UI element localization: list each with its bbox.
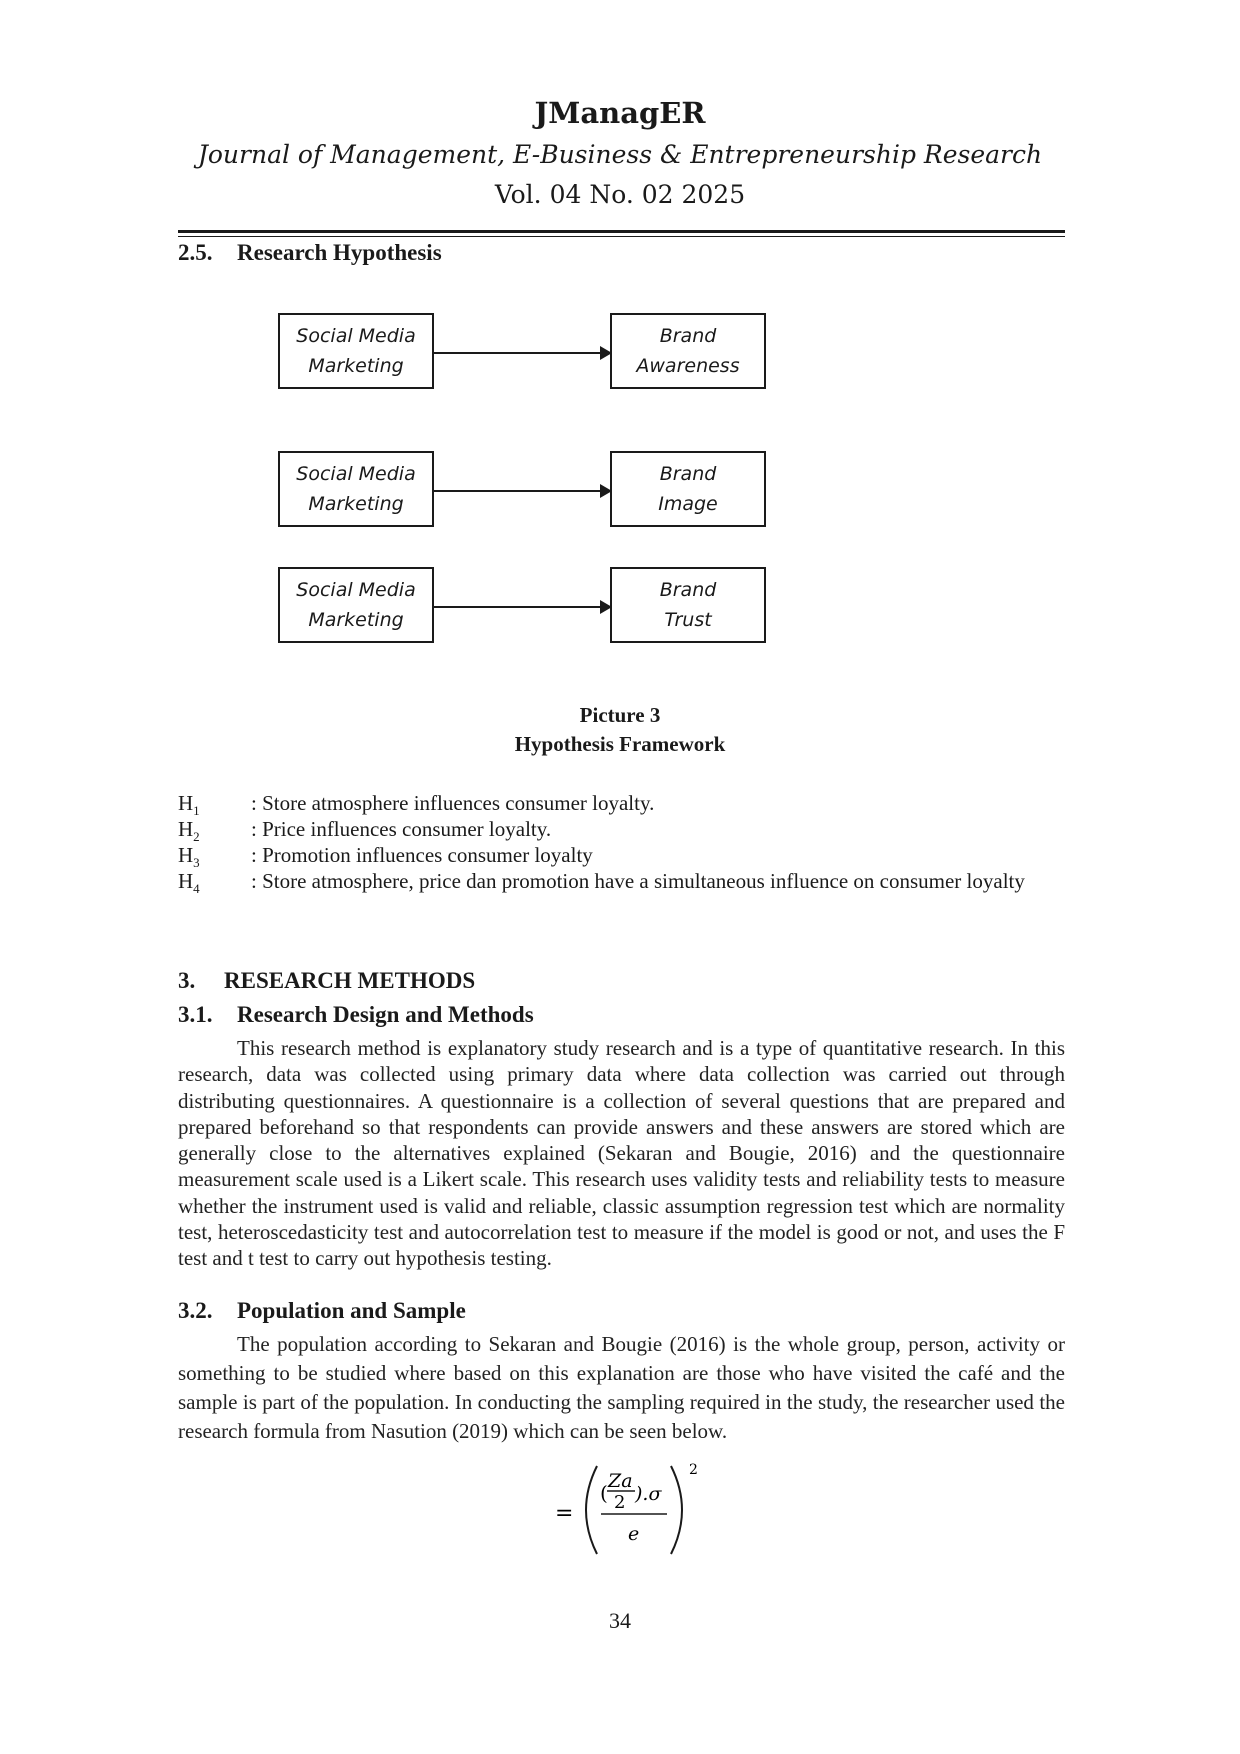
arrow-3 (434, 606, 610, 608)
hypothesis-text: : Store atmosphere influences consumer loyalty. (251, 791, 655, 815)
formula-sigma: ).σ (635, 1483, 662, 1505)
formula-equals: = (555, 1501, 574, 1526)
section-3-2-paragraph: The population according to Sekaran and Bougie (2016) is the whole group, person, activity or something to be studied where based on this explanation are those who have visited the café and the sample is part of the population. In conducting the sampling required in the study, the researcher used the research formula from Nasution (2019) which can be seen below. (178, 1332, 1065, 1443)
box-brand-image (610, 451, 766, 527)
journal-name: JManagER (534, 96, 706, 130)
box-label: Social Media (296, 579, 416, 601)
box-label: Brand (659, 463, 717, 485)
formula-e: e (628, 1523, 640, 1545)
formula-exponent: 2 (689, 1462, 698, 1478)
box-label: Brand (659, 325, 717, 347)
section-title: RESEARCH METHODS (224, 968, 476, 993)
box-label: Marketing (308, 609, 404, 631)
page-number: 34 (609, 1608, 631, 1633)
box-label: Social Media (296, 463, 416, 485)
arrow-1 (434, 352, 610, 354)
hypothesis-code: $H_3$ (178, 843, 200, 871)
hypothesis-1 (178, 790, 1065, 819)
sample-size-formula (555, 1458, 715, 1568)
hypothesis-framework-diagram (0, 0, 1240, 700)
hypothesis-3 (178, 842, 1065, 871)
box-label: Marketing (308, 355, 404, 377)
section-title: Population and Sample (237, 1298, 466, 1323)
box-social-media-marketing-3 (278, 567, 434, 643)
big-right-paren (671, 1466, 682, 1554)
formula-small-paren: ( (600, 1481, 608, 1505)
hypothesis-code: $H_1$ (178, 791, 200, 819)
box-label: Marketing (308, 493, 404, 515)
hypothesis-text: : Price influences consumer loyalty. (251, 817, 552, 841)
formula-svg (555, 1458, 715, 1568)
section-3-1-paragraph: This research method is explanatory study research and is a type of quantitative research. In this research, data was collected using primary data where data collection was carried out through distributing questionnaires. A questionnaire is a collection of several questions that are prepared and prepared beforehand so that respondents can provide answers and these answers are stored which are generally close to the alternatives explained (Sekaran and Bougie, 2016) and the questionnaire measurement scale used is a Likert scale. This research uses validity tests and reliability tests to measure whether the instrument used is valid and reliable, classic assumption regression test which are normality test, heteroscedasticity test and autocorrelation test to measure if the model is good or not, and uses the F test and t test to carry out hypothesis testing. (178, 1036, 1065, 1271)
box-label: Social Media (296, 325, 416, 347)
section-3-2-heading (178, 1298, 1065, 1328)
hypothesis-code: $H_2$ (178, 817, 200, 845)
box-brand-awareness (610, 313, 766, 389)
box-social-media-marketing-1 (278, 313, 434, 389)
section-title: Research Hypothesis (237, 240, 442, 265)
section-3-1-heading (178, 1002, 1065, 1032)
box-label: Image (658, 493, 718, 515)
journal-volume: Vol. 04 No. 02 2025 (494, 180, 746, 209)
arrow-2 (434, 490, 610, 492)
section-number: 2.5. (178, 240, 213, 265)
section-number: 3.1. (178, 1002, 213, 1027)
box-label: Trust (664, 609, 712, 631)
hypothesis-4 (178, 868, 1065, 920)
section-title: Research Design and Methods (237, 1002, 534, 1027)
box-label: Brand (659, 579, 717, 601)
figure-caption-title: Hypothesis Framework (514, 732, 726, 756)
section-number: 3. (178, 968, 196, 993)
box-social-media-marketing-2 (278, 451, 434, 527)
section-3-heading (178, 968, 1065, 998)
journal-full-title: Journal of Management, E-Business & Entrepreneurship Research (197, 140, 1043, 169)
hypothesis-2 (178, 816, 1065, 845)
figure-caption-number: Picture 3 (579, 703, 661, 727)
hypothesis-code: $H_4$ (178, 869, 200, 897)
formula-za: Za (608, 1470, 633, 1492)
big-left-paren (586, 1466, 597, 1554)
hypothesis-text: : Promotion influences consumer loyalty (251, 843, 593, 867)
hypothesis-text: : Store atmosphere, price dan promotion have a simultaneous influence on consumer loyalty (251, 869, 1025, 893)
box-brand-trust (610, 567, 766, 643)
section-number: 3.2. (178, 1298, 213, 1323)
formula-two: 2 (614, 1492, 626, 1513)
box-label: Awareness (636, 355, 740, 377)
